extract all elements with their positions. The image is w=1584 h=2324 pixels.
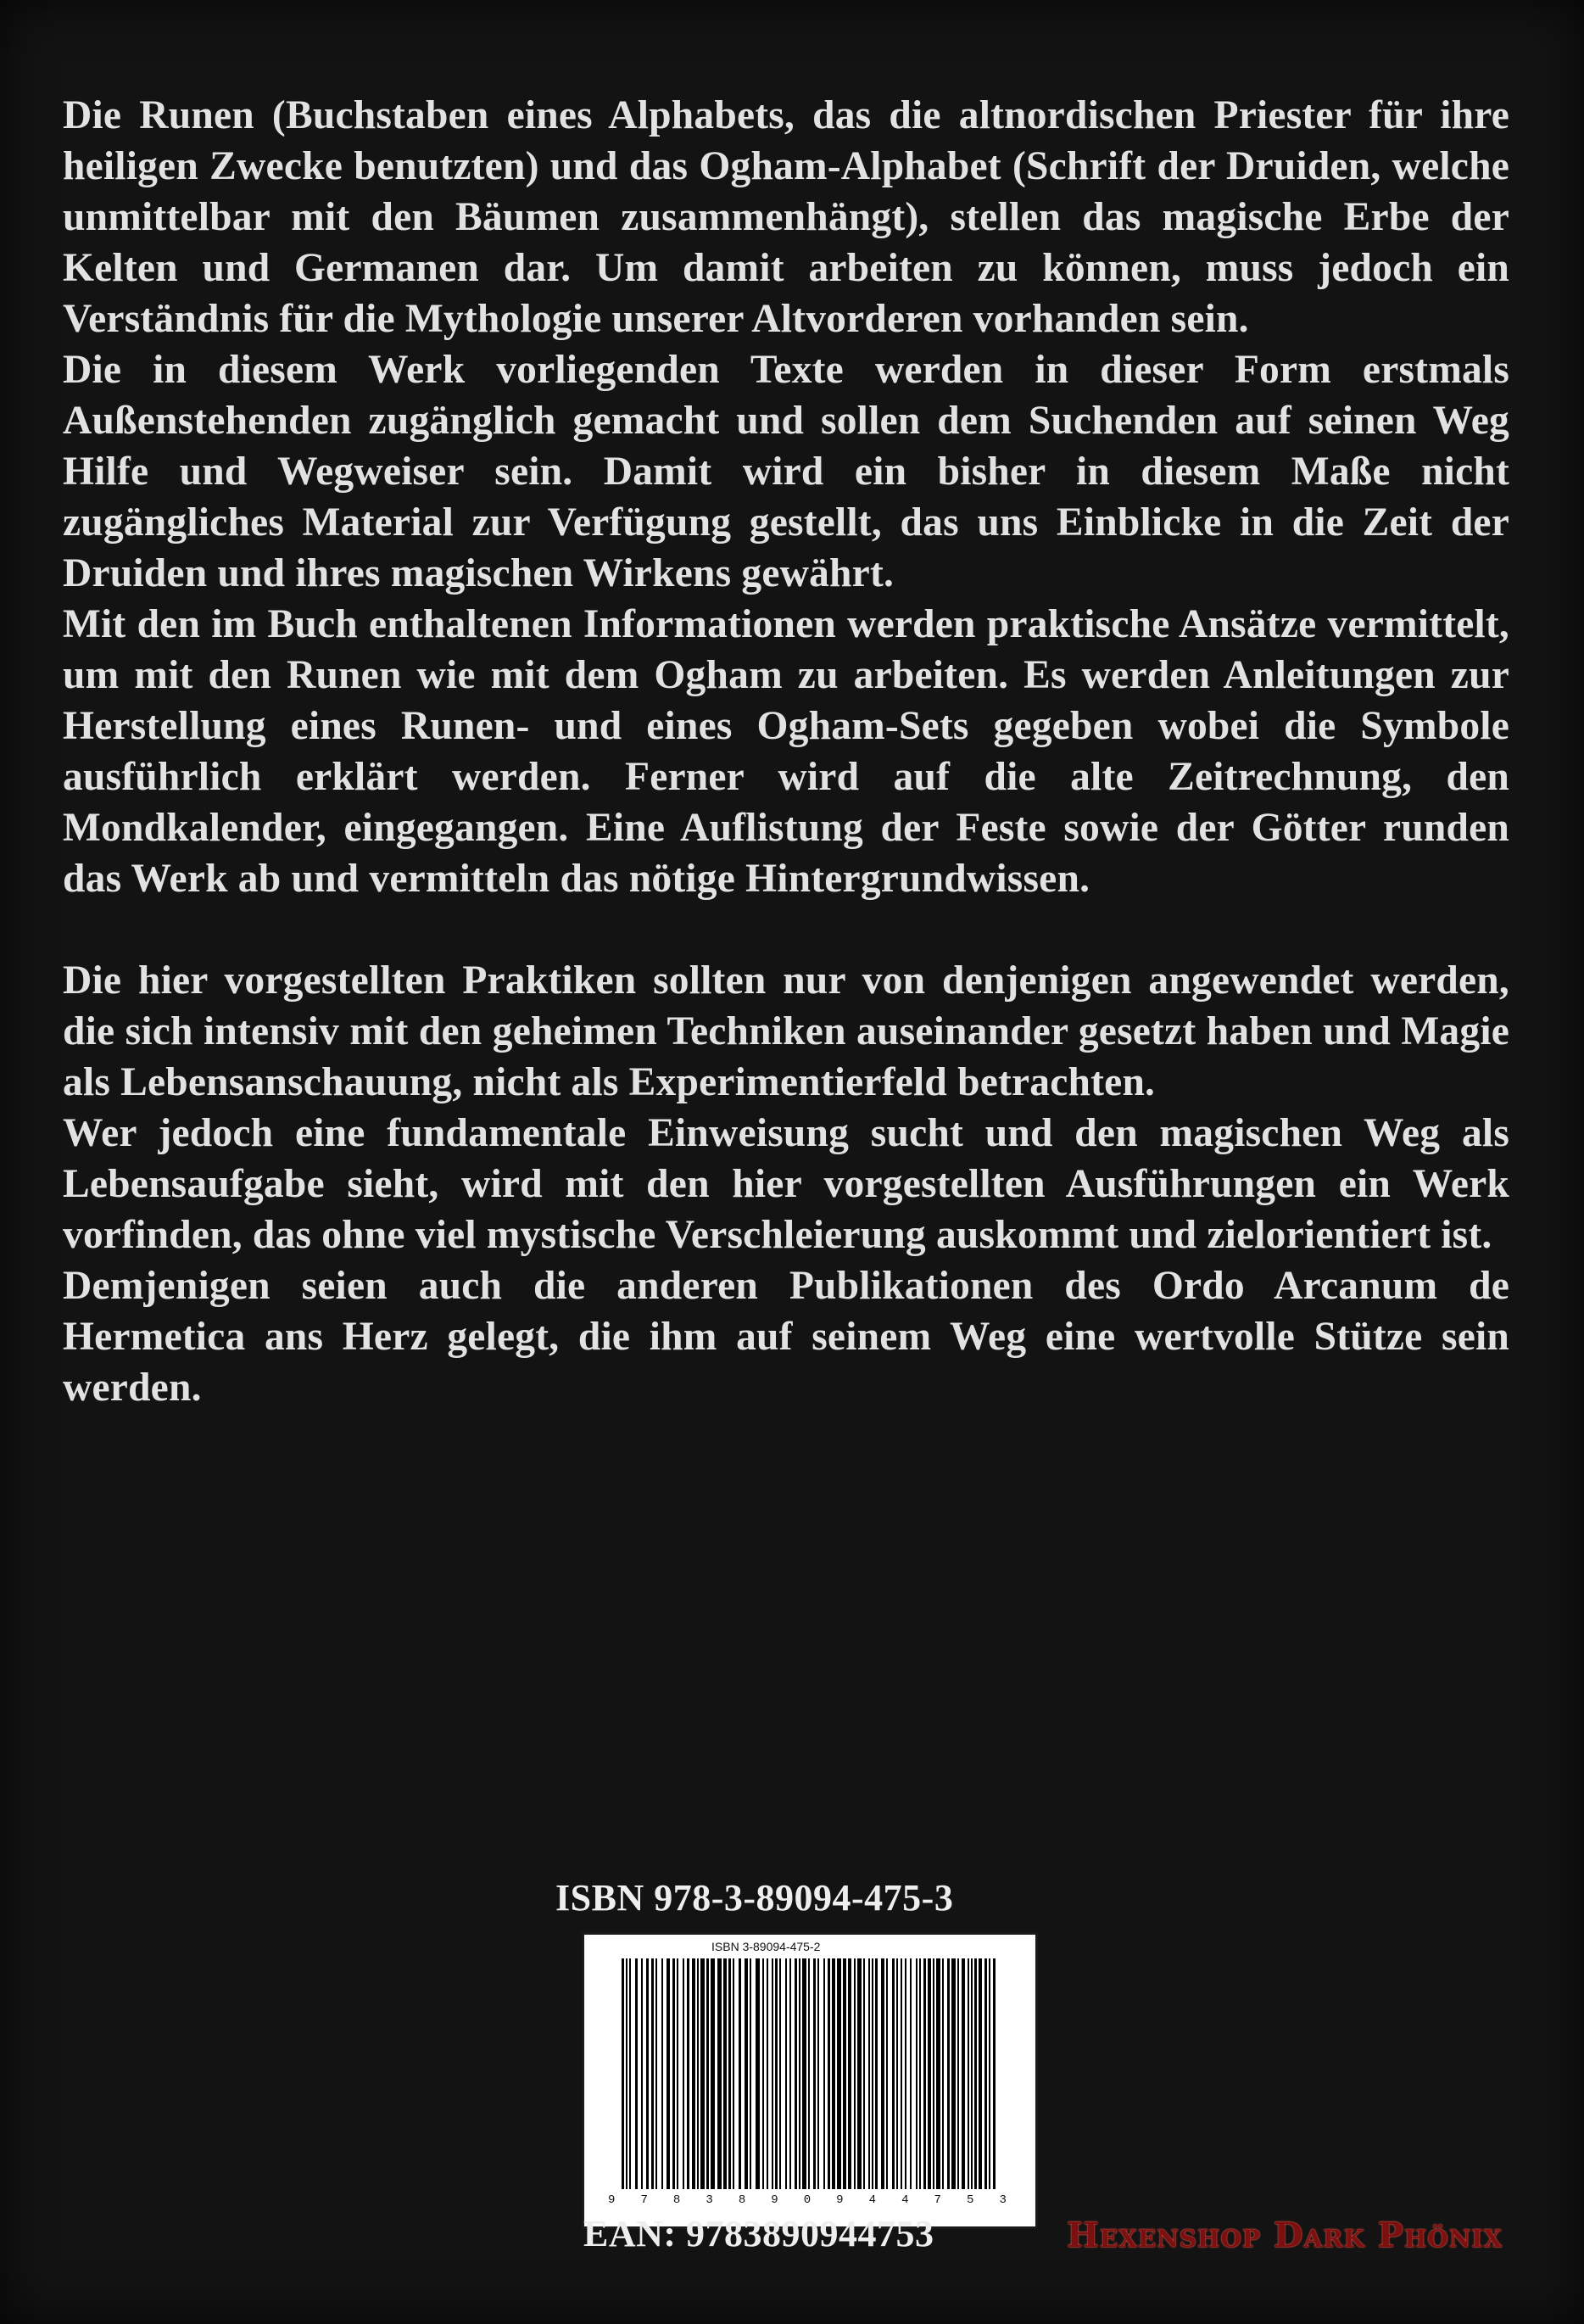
barcode-bar xyxy=(756,1958,760,2189)
barcode-bar xyxy=(968,1958,969,2189)
barcode-bar xyxy=(641,1958,643,2189)
barcode-bar xyxy=(646,1958,649,2189)
barcode-digit: 9 xyxy=(771,2193,778,2207)
blurb-paragraph-2: Die in diesem Werk vorliegenden Texte werden in dieser Form erstmals Außenstehenden zugänglich gemacht und sollen dem Suchenden auf seinen Weg Hilfe und Wegweiser sein. Damit wird ein bisher in diesem Maße nicht zugängliches Material zur Verfügung gestellt, das uns Einblicke in die Zeit der Druiden und ihres magischen Wirkens gewährt. xyxy=(63,348,1509,595)
barcode-digit: 5 xyxy=(966,2193,974,2207)
barcode-bar xyxy=(692,1958,695,2189)
barcode-isbn-small-label: ISBN 3-89094-475-2 xyxy=(711,1940,821,1953)
barcode-bar xyxy=(651,1958,654,2189)
barcode-bar xyxy=(739,1958,741,2189)
blurb-text xyxy=(63,90,1509,1413)
barcode-bar xyxy=(706,1958,709,2189)
barcode-bar xyxy=(655,1958,657,2189)
ean-label: EAN: 9783890944753 xyxy=(583,2213,934,2254)
barcode-bars xyxy=(618,1958,1000,2189)
barcode-digit: 7 xyxy=(640,2193,648,2207)
barcode-bar xyxy=(802,1958,806,2189)
barcode-bar xyxy=(700,1958,705,2189)
barcode-bar xyxy=(635,1958,638,2189)
barcode-bar xyxy=(808,1958,810,2189)
barcode-bar xyxy=(843,1958,846,2189)
isbn-label: ISBN 978-3-89094-475-3 xyxy=(555,1877,954,1919)
barcode-bar xyxy=(868,1958,870,2189)
barcode-digit: 3 xyxy=(706,2193,713,2207)
barcode-bar xyxy=(936,1958,940,2189)
barcode-bar xyxy=(728,1958,731,2189)
barcode-bar xyxy=(872,1958,873,2189)
barcode-bar xyxy=(848,1958,851,2189)
barcode-bar xyxy=(779,1958,781,2189)
barcode-bar xyxy=(979,1958,982,2189)
barcode-digit: 8 xyxy=(672,2193,681,2207)
barcode-bar xyxy=(672,1958,675,2189)
barcode-digit: 4 xyxy=(901,2193,909,2207)
barcode-bar xyxy=(881,1958,884,2189)
barcode-bar xyxy=(813,1958,816,2189)
barcode-bar xyxy=(823,1958,825,2189)
barcode-bar xyxy=(923,1958,926,2189)
barcode-digit: 4 xyxy=(868,2193,877,2207)
barcode-bar xyxy=(775,1958,778,2189)
watermark-logo: Hexenshop Dark Phönix xyxy=(1067,2215,1503,2255)
barcode-bar xyxy=(762,1958,764,2189)
barcode-bar xyxy=(974,1958,977,2189)
barcode-digits xyxy=(608,2193,1007,2207)
barcode-bar xyxy=(817,1958,819,2189)
barcode-bar xyxy=(896,1958,898,2189)
barcode xyxy=(582,1932,1038,2229)
barcode-bar xyxy=(901,1958,902,2189)
barcode-bar xyxy=(661,1958,663,2189)
barcode-bar xyxy=(828,1958,830,2189)
barcode-bar xyxy=(717,1958,722,2189)
barcode-bar xyxy=(951,1958,956,2189)
barcode-bar xyxy=(928,1958,931,2189)
barcode-bar xyxy=(947,1958,950,2189)
barcode-bar xyxy=(962,1958,965,2189)
barcode-bar xyxy=(629,1958,631,2189)
barcode-bar xyxy=(993,1958,996,2189)
barcode-bar xyxy=(687,1958,689,2189)
barcode-bar xyxy=(750,1958,751,2189)
barcode-bar xyxy=(933,1958,934,2189)
barcode-bar xyxy=(745,1958,748,2189)
barcode-bar xyxy=(957,1958,959,2189)
barcode-bar xyxy=(910,1958,912,2189)
barcode-bar xyxy=(837,1958,841,2189)
barcode-bar xyxy=(989,1958,990,2189)
barcode-bar xyxy=(832,1958,835,2189)
barcode-bar xyxy=(795,1958,797,2189)
barcode-bar xyxy=(886,1958,888,2189)
barcode-bar xyxy=(892,1958,895,2189)
barcode-bar xyxy=(857,1958,862,2189)
barcode-bar xyxy=(905,1958,906,2189)
barcode-digit: 7 xyxy=(934,2193,941,2207)
barcode-bar xyxy=(711,1958,715,2189)
barcode-bar xyxy=(971,1958,973,2189)
barcode-bar xyxy=(767,1958,768,2189)
blurb-paragraph-6: Demjenigen seien auch die anderen Publikationen des Ordo Arcanum de Hermetica ans Herz gelegt, die ihm auf seinem Weg eine wertvolle Stütze sein werden. xyxy=(63,1264,1509,1410)
barcode-digit: 3 xyxy=(999,2193,1007,2207)
barcode-bar xyxy=(919,1958,921,2189)
barcode-bar xyxy=(677,1958,678,2189)
barcode-bar xyxy=(799,1958,800,2189)
barcode-bar xyxy=(916,1958,917,2189)
barcode-bar xyxy=(789,1958,791,2189)
barcode-bar xyxy=(733,1958,734,2189)
barcode-bar xyxy=(942,1958,944,2189)
blurb-paragraph-5: Wer jedoch eine fundamentale Einweisung sucht und den magischen Weg als Lebensaufgabe sieht, wird mit den hier vorgestellten Ausführungen ein Werk vorfinden, das ohne viel mystische Verschleierung auskommt und zielorientiert ist. xyxy=(63,1111,1509,1257)
barcode-digit: 0 xyxy=(803,2193,812,2207)
barcode-bar xyxy=(683,1958,684,2189)
blurb-paragraph-3: Mit den im Buch enthaltenen Informationen werden praktische Ansätze vermittelt, um mit den Runen wie mit dem Ogham zu arbeiten. Es werden Anleitungen zur Herstellung eines Runen- und eines Ogham-Sets gegeben wobei die Symbole ausführlich erklärt werden. Ferner wird auf die alte Zeitrechnung, den Mondkalender, eingegangen. Eine Auflistung der Feste sowie der Götter runden das Werk ab und vermitteln das nötige Hintergrundwissen. xyxy=(63,602,1509,901)
barcode-bar xyxy=(863,1958,865,2189)
barcode-bar xyxy=(875,1958,878,2189)
barcode-bar xyxy=(622,1958,624,2189)
barcode-bar xyxy=(785,1958,787,2189)
barcode-bar xyxy=(984,1958,987,2189)
barcode-bar xyxy=(854,1958,856,2189)
barcode-bar xyxy=(772,1958,773,2189)
barcode-bar xyxy=(697,1958,699,2189)
blurb-paragraph-4: Die hier vorgestellten Praktiken sollten nur von denjenigen angewendet werden, die sich intensiv mit den geheimen Techniken auseinander gesetzt haben und Magie als Lebensanschauung, nicht als Experimentierfeld betrachten. xyxy=(63,958,1509,1104)
blurb-paragraph-1: Die Runen (Buchstaben eines Alphabets, das die altnordischen Priester für ihre heiligen Zwecke benutzten) und das Ogham-Alphabet (Schrift der Druiden, welche unmittelbar mit den Bäumen zusammenhängt), stellen das magische Erbe der Kelten und Germanen dar. Um damit arbeiten zu können, muss jedoch ein Verständnis für die Mythologie unserer Altvorderen vorhanden sein. xyxy=(63,93,1509,341)
barcode-digit: 9 xyxy=(608,2193,616,2207)
barcode-digit: 9 xyxy=(836,2193,844,2207)
barcode-bar xyxy=(667,1958,670,2189)
barcode-bar xyxy=(626,1958,627,2189)
barcode-digit: 8 xyxy=(738,2193,746,2207)
barcode-bar xyxy=(723,1958,727,2189)
